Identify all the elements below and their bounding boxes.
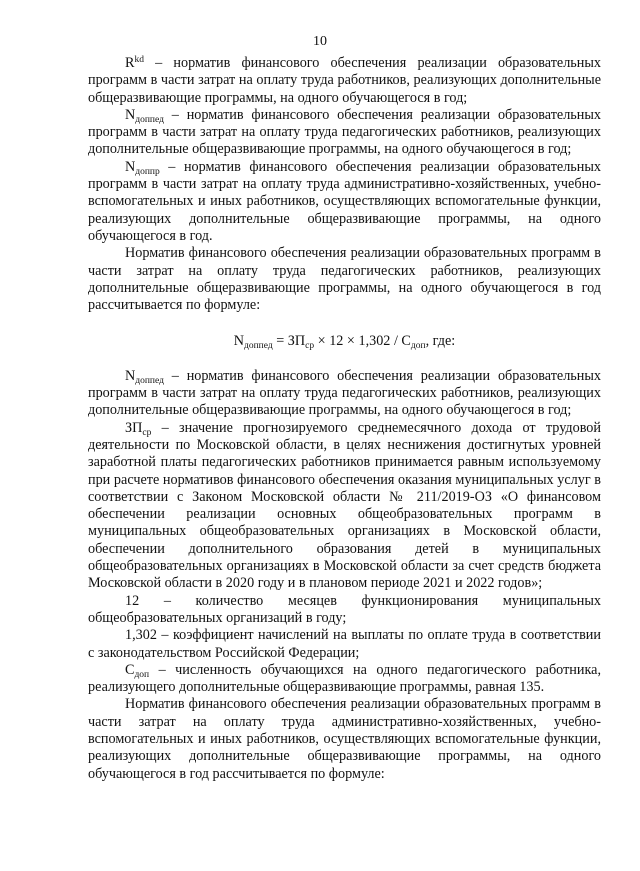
paragraph-text: – норматив финансового обеспечения реализации образовательных программ в части затрат на оплату труда педагогических работников, реализующих дополнительные общеразвивающие программы, на одного обучающегося в год; (88, 367, 601, 419)
page-number: 10 (313, 34, 327, 49)
subscript: доппр (135, 166, 160, 177)
paragraph-rkd (88, 55, 601, 107)
paragraph-ndopped-def (88, 368, 601, 420)
symbol: N (125, 106, 136, 123)
paragraph-ndopped (88, 107, 601, 159)
document-body (88, 55, 601, 783)
subscript: доп (134, 669, 150, 680)
paragraph-text: – норматив финансового обеспечения реализации образовательных программ в части затрат на оплату труда педагогических работников, реализующих дополнительные общеразвивающие программы, на одного обучающегося в год; (88, 106, 601, 158)
paragraph-text: 1,302 – коэффициент начислений на выплаты по оплате труда в соответствии с законодательством Российской Федерации; (88, 627, 601, 661)
symbol: С (125, 661, 135, 678)
paragraph-text: 12 – количество месяцев функционирования муниципальных общеобразовательных организаций в году; (88, 592, 601, 626)
subscript: доппед (135, 375, 164, 386)
paragraph-text: Норматив финансового обеспечения реализации образовательных программ в части затрат на оплату труда административно-хозяйственных, учебно-вспомогательных и иных работников, осуществляющих вспомогательные функции, реализующих дополнительные общеразвивающие программы, на одного обучающегося в год рассчитывается по формуле: (88, 696, 601, 782)
symbol: N (125, 158, 136, 175)
paragraph-coefficient (88, 627, 601, 662)
subscript: ср (142, 427, 152, 438)
symbol: R (125, 55, 135, 71)
formula: $N_{доппед} = ЗП_{ср} \times 12 \times 1,302 / С_{доп}$, где: (233, 333, 456, 352)
paragraph-text: – численность обучающихся на одного педагогического работника, реализующего дополнительные общеразвивающие программы, равная 135. (88, 661, 601, 696)
subscript: доппед (135, 114, 164, 125)
paragraph-text: – норматив финансового обеспечения реализации образовательных программ в части затрат на оплату труда работников, реализующих дополнительные общеразвивающие программы, на одного обучающегося в год; (88, 55, 601, 106)
paragraph-text: Норматив финансового обеспечения реализации образовательных программ в части затрат на оплату труда педагогических работников, реализующих дополнительные общеразвивающие программы, на одного обучающегося в год рассчитывается по формуле: (88, 245, 601, 314)
paragraph-text: – норматив финансового обеспечения реализации образовательных программ в части затрат на оплату труда административно-хозяйственных, учебно-вспомогательных и иных работников, осуществляющих вспомогательные функции, реализующих дополнительные общеразвивающие программы, на одного обучающегося в год. (88, 158, 601, 244)
paragraph-months (88, 593, 601, 628)
superscript: kd (134, 55, 144, 65)
paragraph-text: – значение прогнозируемого среднемесячного дохода от трудовой деятельности по Московской области, в целях неснижения достигнутых уровней заработной платы педагогических работников принимается равным используемому при расчете нормативов финансового обеспечения оказания муниципальных услуг в соответствии с Законом Московской области № 211/2019-ОЗ «О финансовом обеспечении реализации основных общеобразовательных программ в муниципальных общеобразовательных организациях в Московской области, обеспечении дополнительного образования детей в муниципальных общеобразовательных организациях в Московской области за счет средств бюджета Московской области в 2020 году и в плановом периоде 2021 и 2022 годов»; (88, 419, 601, 592)
symbol: N (125, 367, 136, 384)
symbol: ЗП (125, 419, 143, 436)
paragraph-cdop-def (88, 662, 601, 697)
paragraph-ndoppr (88, 159, 601, 245)
paragraph-zpsr-def (88, 420, 601, 593)
paragraph-formula-intro-2 (88, 696, 601, 782)
paragraph-formula-intro (88, 245, 601, 314)
